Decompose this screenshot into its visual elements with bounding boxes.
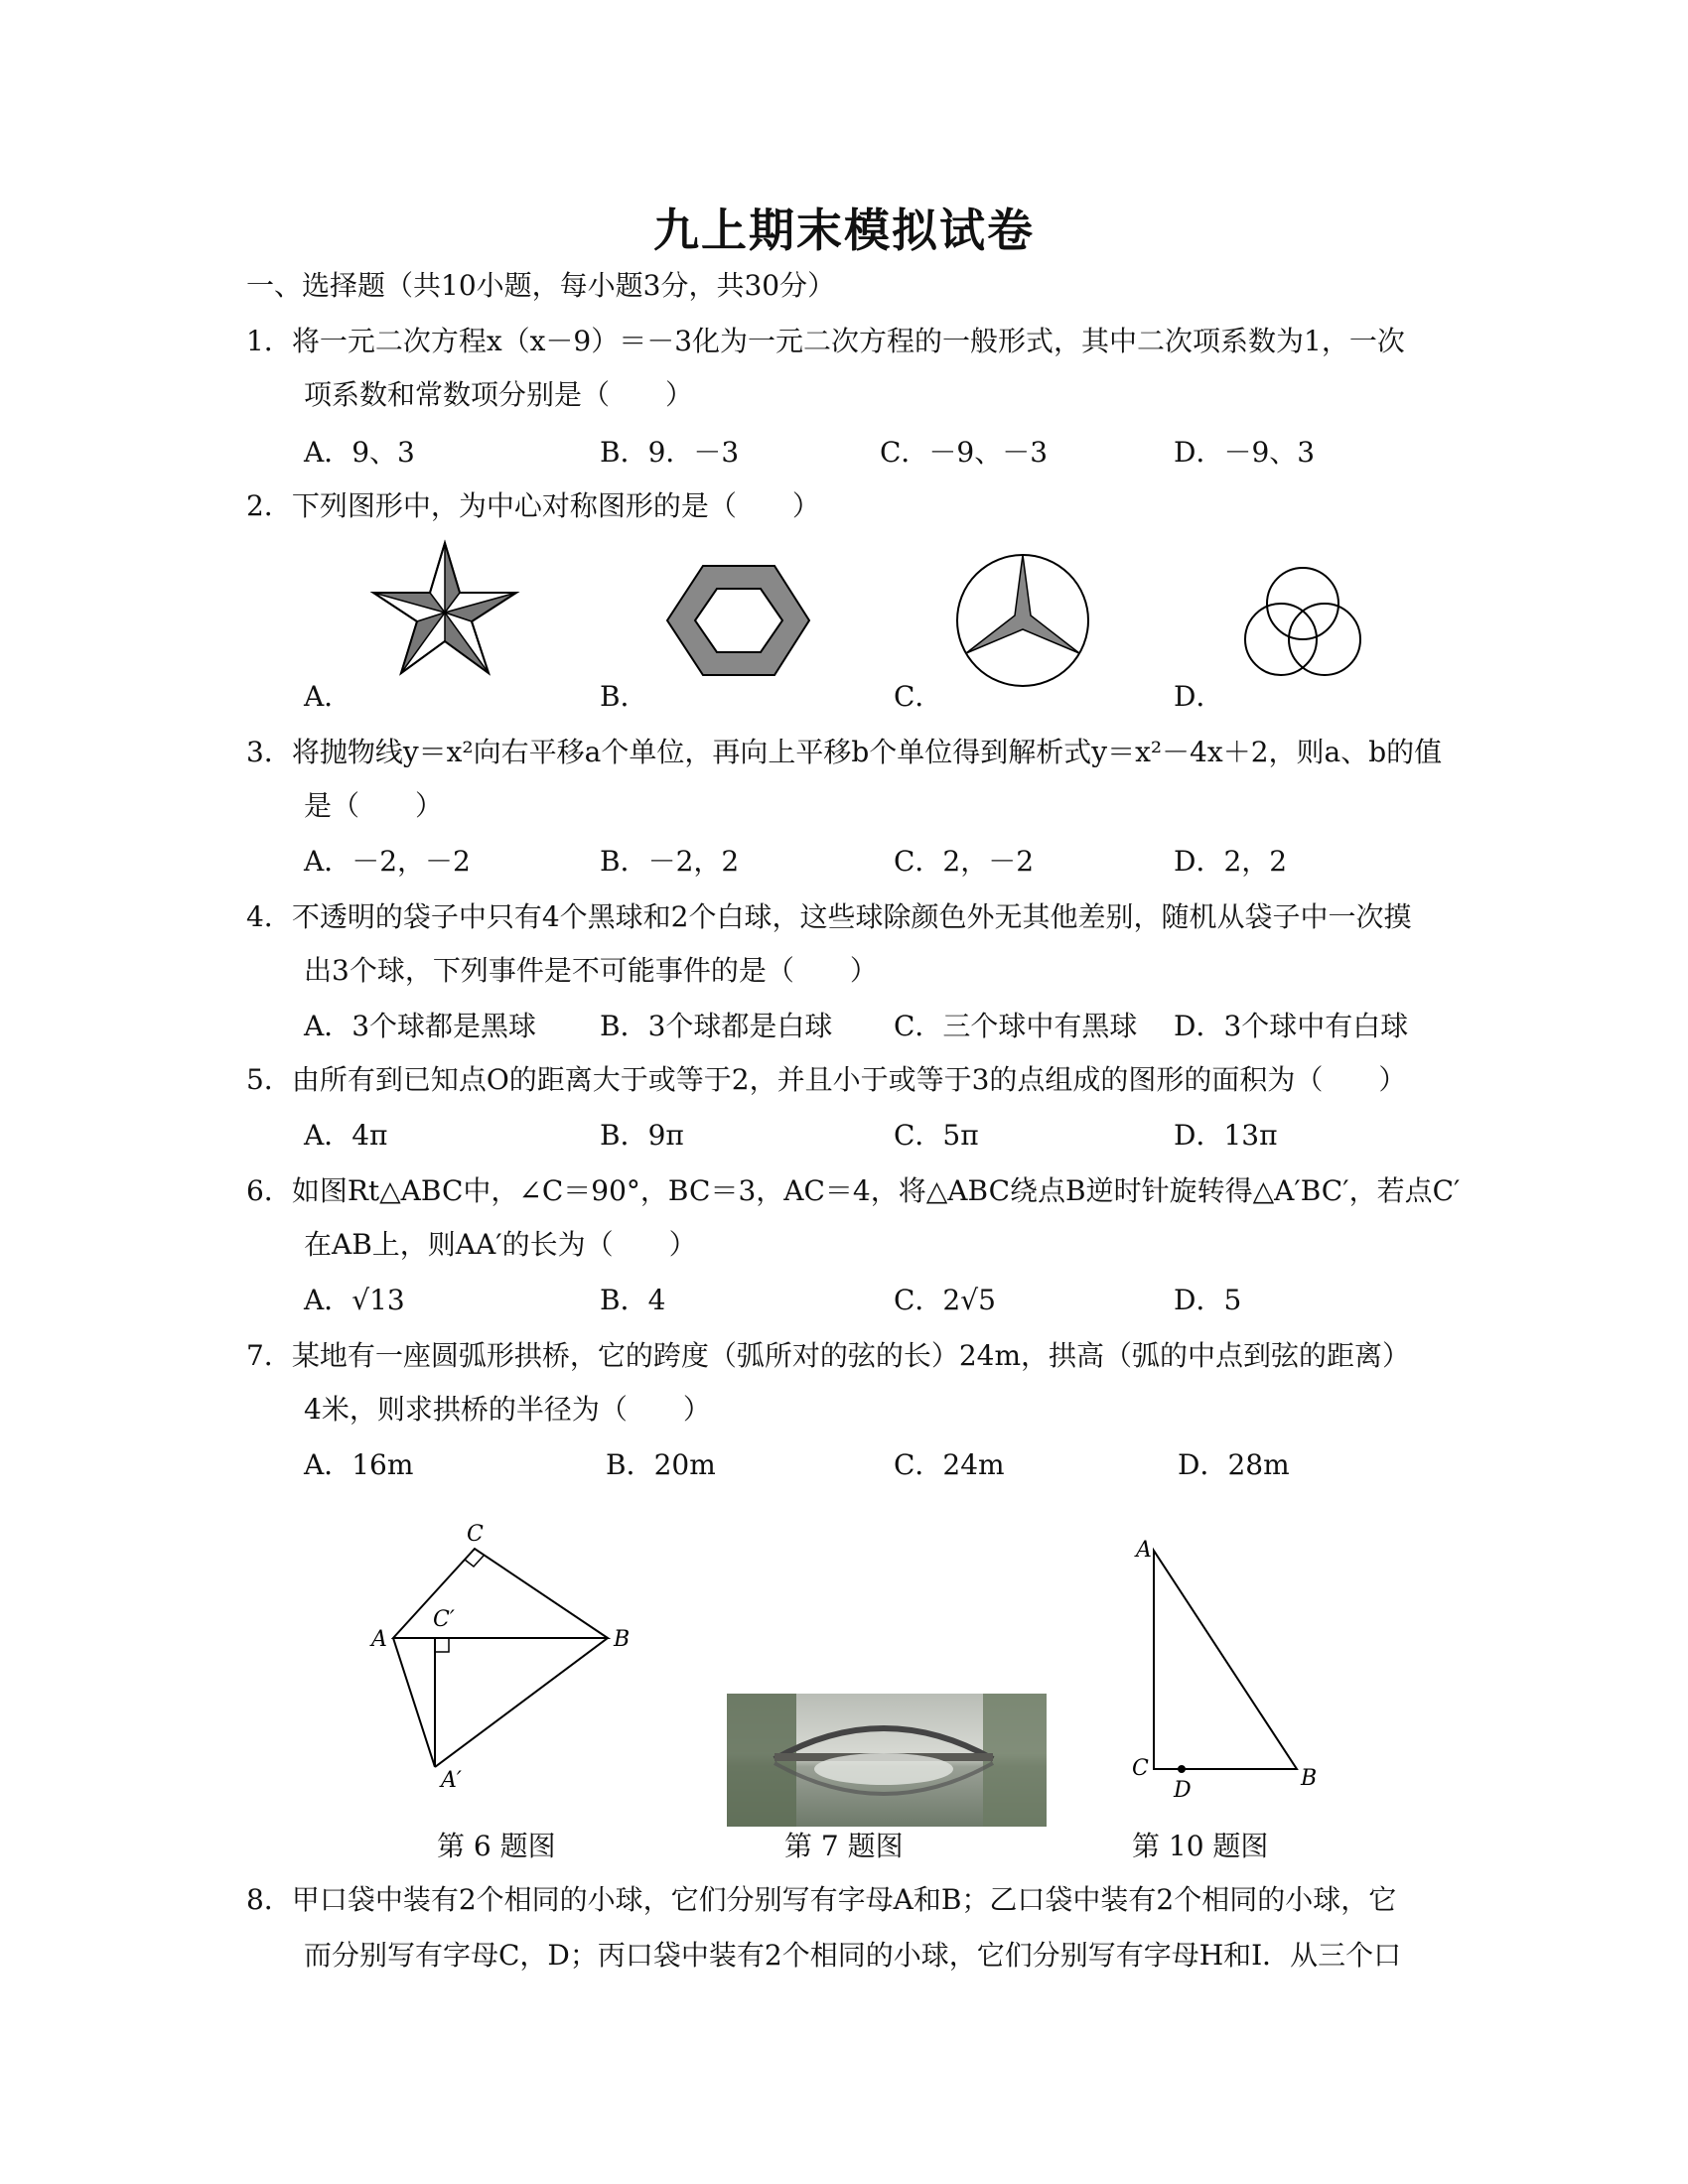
section-heading: 一、选择题（共10小题，每小题3分，共30分） — [246, 269, 836, 302]
q4-stem-line2: 出3个球，下列事件是不可能事件的是（ ） — [304, 954, 878, 987]
q3-stem-line2: 是（ ） — [304, 789, 444, 822]
q6-stem-line1: 6．如图Rt△ABC中，∠C＝90°，BC＝3，AC＝4，将△ABC绕点B逆时针旋转得△A′BC′，若点C′ — [246, 1174, 1461, 1207]
q7-stem-line2: 4米，则求拱桥的半径为（ ） — [304, 1393, 711, 1426]
fig10-caption: 第 10 题图 — [1132, 1830, 1269, 1862]
fig6-label-c: C — [467, 1522, 484, 1547]
q1-option-b: B．9．－3 — [600, 436, 740, 469]
fig6-label-a: A — [371, 1627, 387, 1652]
bridge-photo — [727, 1694, 1047, 1827]
q3-option-c: C．2，－2 — [894, 845, 1035, 878]
figure-a-star — [373, 543, 516, 673]
fig10-label-c: C — [1132, 1756, 1149, 1781]
q2-stem: 2．下列图形中，为中心对称图形的是（ ） — [246, 489, 820, 522]
q7-stem-line1: 7．某地有一座圆弧形拱桥，它的跨度（弧所对的弦的长）24m，拱高（弧的中点到弦的距离） — [246, 1339, 1410, 1372]
q4-stem-line1: 4．不透明的袋子中只有4个黑球和2个白球，这些球除颜色外无其他差别，随机从袋子中一次摸 — [246, 900, 1412, 933]
figure-d-triquetra — [1245, 568, 1360, 675]
q1-stem-line1: 1．将一元二次方程x（x－9）＝－3化为一元二次方程的一般形式，其中二次项系数为1，一次 — [246, 325, 1405, 357]
q2-option-a: A． — [304, 680, 352, 713]
q4-option-a: A．3个球都是黑球 — [304, 1010, 537, 1042]
figure-10-diagram — [1154, 1551, 1297, 1772]
q3-option-a: A．－2，－2 — [304, 845, 471, 878]
q2-option-b: B． — [600, 680, 648, 713]
q4-option-b: B．3个球都是白球 — [600, 1010, 833, 1042]
q3-option-d: D．2，2 — [1174, 845, 1288, 878]
q5-stem: 5．由所有到已知点O的距离大于或等于2，并且小于或等于3的点组成的图形的面积为（ ） — [246, 1063, 1407, 1096]
q1-stem-line2: 项系数和常数项分别是（ ） — [304, 378, 694, 411]
q7-option-a: A．16m — [304, 1448, 414, 1481]
fig6-label-aprime: A′ — [441, 1768, 462, 1793]
q5-option-a: A．4π — [304, 1119, 388, 1152]
q7-option-d: D．28m — [1178, 1448, 1290, 1481]
fig10-label-b: B — [1301, 1766, 1318, 1791]
fig10-label-a: A — [1136, 1538, 1152, 1563]
q8-stem-line1: 8．甲口袋中装有2个相同的小球，它们分别写有字母A和B；乙口袋中装有2个相同的小球，它 — [246, 1883, 1397, 1916]
q5-option-b: B．9π — [600, 1119, 684, 1152]
q1-option-d: D．－9、3 — [1174, 436, 1316, 469]
q1-option-a: A．9、3 — [304, 436, 415, 469]
figure-c-circle-tripod — [957, 555, 1088, 686]
q1-option-c: C．－9、－3 — [880, 436, 1049, 469]
fig6-label-cprime: C′ — [433, 1607, 455, 1632]
figures-row — [0, 1509, 1688, 1837]
q6-stem-line2: 在AB上，则AA′的长为（ ） — [304, 1228, 697, 1261]
figure-b-hexagon — [667, 566, 809, 675]
q2-option-c: C． — [894, 680, 943, 713]
q2-figures — [0, 526, 1688, 725]
fig6-label-b: B — [614, 1627, 631, 1652]
q6-option-c: C．2√5 — [894, 1284, 996, 1316]
q3-option-b: B．－2，2 — [600, 845, 740, 878]
q5-option-d: D．13π — [1174, 1119, 1278, 1152]
q6-option-a: A．√13 — [304, 1284, 405, 1316]
figure-6-diagram — [393, 1549, 608, 1767]
q2-option-d: D． — [1174, 680, 1224, 713]
q7-option-b: B．20m — [606, 1448, 716, 1481]
q6-option-d: D．5 — [1174, 1284, 1242, 1316]
page-title: 九上期末模拟试卷 — [653, 204, 1035, 257]
q8-stem-line2: 而分别写有字母C，D；丙口袋中装有2个相同的小球，它们分别写有字母H和I．从三个口 — [304, 1939, 1402, 1972]
fig10-label-d: D — [1174, 1778, 1192, 1803]
fig7-caption: 第 7 题图 — [784, 1830, 904, 1862]
q4-option-c: C．三个球中有黑球 — [894, 1010, 1138, 1042]
q3-stem-line1: 3．将抛物线y＝x²向右平移a个单位，再向上平移b个单位得到解析式y＝x²－4x＋2，则a、b的值 — [246, 736, 1443, 768]
q6-option-b: B．4 — [600, 1284, 666, 1316]
fig6-caption: 第 6 题图 — [437, 1830, 556, 1862]
q5-option-c: C．5π — [894, 1119, 979, 1152]
q4-option-d: D．3个球中有白球 — [1174, 1010, 1409, 1042]
q7-option-c: C．24m — [894, 1448, 1005, 1481]
